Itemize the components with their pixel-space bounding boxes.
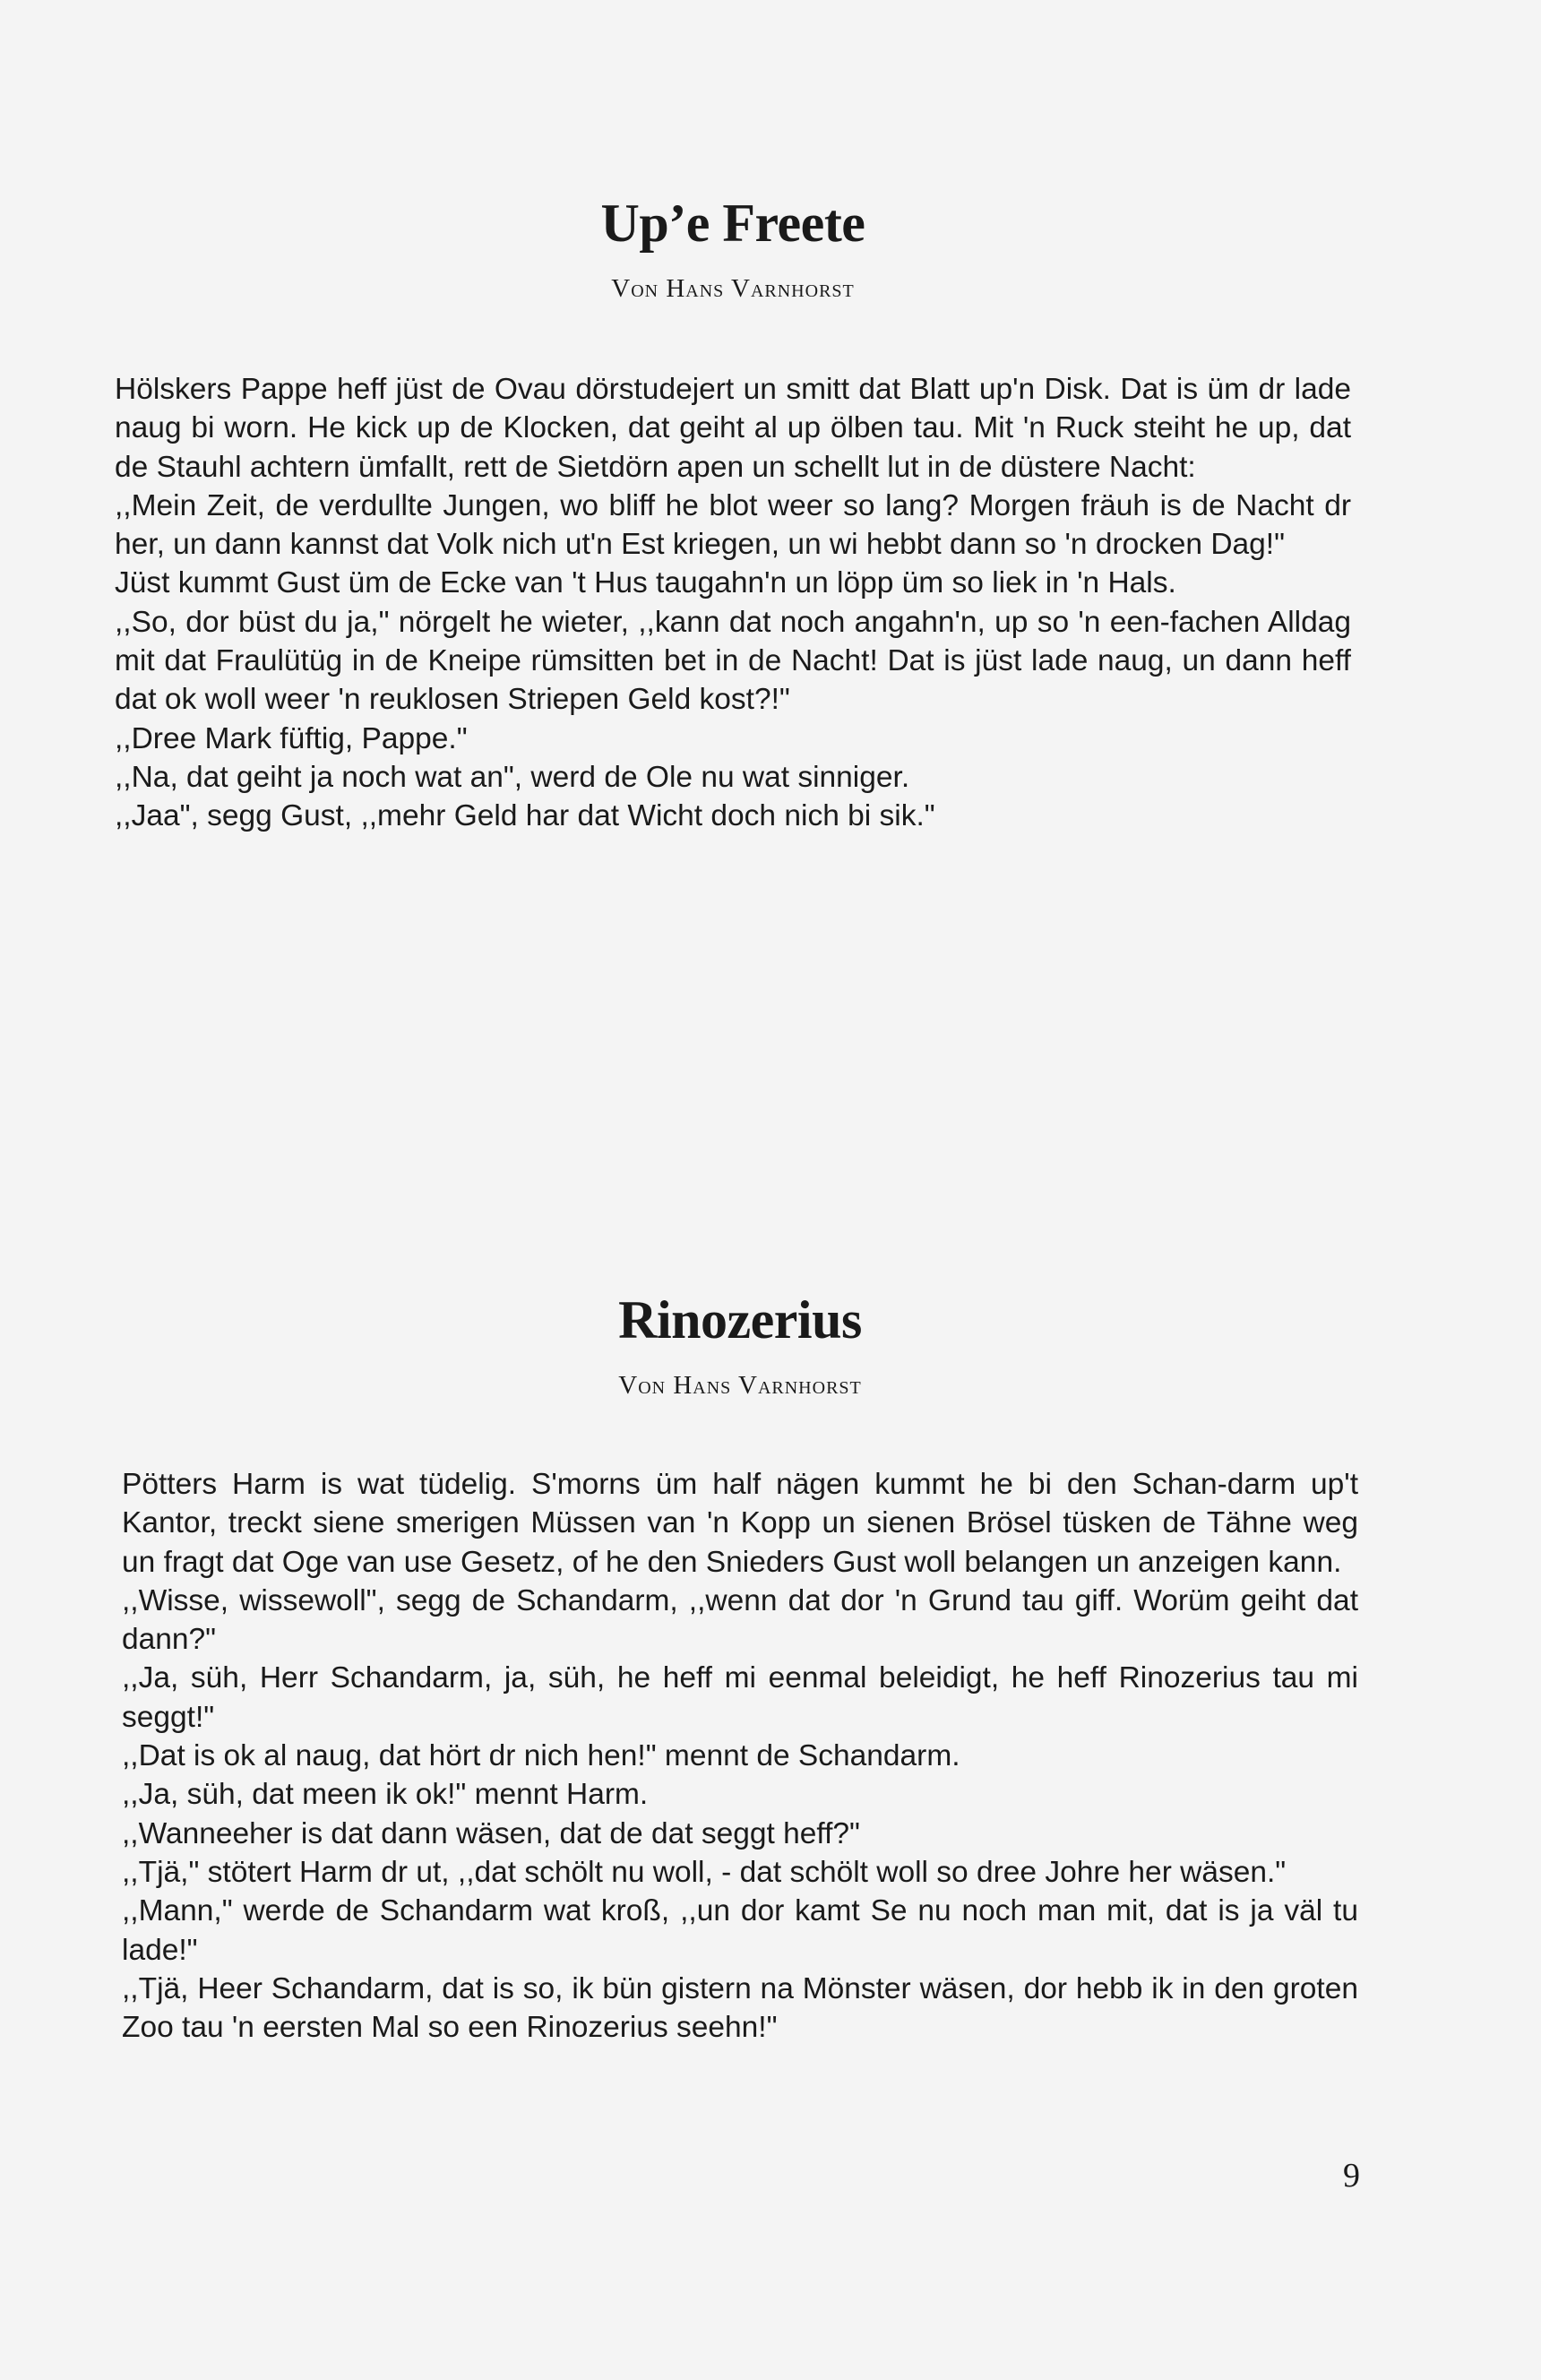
paragraph: ,,So, dor büst du ja," nörgelt he wieter, ,,kann dat noch angahn'n, up so 'n een-fachen Alldag mit dat Fraulütüg in de Kneipe rümsitten bet in de Nacht! Dat is jüst lade naug, un dann heff dat ok woll weer 'n reuklosen Striepen Geld kost?!" bbox=[115, 605, 1351, 717]
page-number: 9 bbox=[1343, 2157, 1360, 2195]
story-rinozerius bbox=[122, 1290, 1358, 2047]
paragraph: ,,Tjä, Heer Schandarm, dat is so, ik bün gistern na Mönster wäsen, dor hebb ik in den groten Zoo tau 'n eersten Mal so een Rinozerius seehn!" bbox=[122, 1971, 1358, 2045]
paragraph: ,,Ja, süh, Herr Schandarm, ja, süh, he heff mi eenmal beleidigt, he heff Rinozerius tau mi seggt!" bbox=[122, 1661, 1358, 1734]
paragraph: ,,Dat is ok al naug, dat hört dr nich hen!" mennt de Schandarm. bbox=[122, 1739, 960, 1773]
paragraph: ,,Wisse, wissewoll", segg de Schandarm, ,,wenn dat dor 'n Grund tau giff. Worüm geiht dat dann?" bbox=[122, 1583, 1358, 1657]
paragraph: ,,Ja, süh, dat meen ik ok!" mennt Harm. bbox=[122, 1778, 649, 1812]
story-body bbox=[115, 370, 1351, 836]
paragraph: ,,Mein Zeit, de verdullte Jungen, wo bliff he blot weer so lang? Morgen fräuh is de Nacht dr her, un dann kannst dat Volk nich ut'n Est kriegen, un wi hebbt dann so 'n drocken Dag!" bbox=[115, 488, 1351, 562]
paragraph: Pötters Harm is wat tüdelig. S'morns üm half nägen kummt he bi den Schan-darm up't Kantor, treckt siene smerigen Müssen van 'n Kopp un sienen Brösel tüsken de Tähne weg un fragt dat Oge van use Gesetz, of he den Snieders Gust woll belangen un anzeigen kann. bbox=[122, 1468, 1358, 1579]
paragraph: ,,Na, dat geiht ja noch wat an", werd de Ole nu wat sinniger. bbox=[115, 760, 910, 794]
story-up-e-freete bbox=[115, 194, 1351, 836]
paragraph: ,,Tjä," stötert Harm dr ut, ,,dat schölt nu woll, - dat schölt woll so dree Johre her wäsen." bbox=[122, 1855, 1287, 1889]
story-byline: Von Hans Varnhorst bbox=[611, 274, 855, 303]
paragraph: Hölskers Pappe heff jüst de Ovau dörstudejert un smitt dat Blatt up'n Disk. Dat is üm dr lade naug bi worn. He kick up de Klocken, dat geiht al up ölben tau. Mit 'n Ruck steiht he up, dat de Stauhl achtern ümfallt, rett de Sietdörn apen un schellt lut in de düstere Nacht: bbox=[115, 373, 1351, 484]
paragraph: ,,Mann," werde de Schandarm wat kroß, ,,un dor kamt Se nu noch man mit, dat is ja väl tu lade!" bbox=[122, 1894, 1358, 1967]
story-title: Rinozerius bbox=[618, 1290, 862, 1350]
paragraph: ,,Wanneeher is dat dann wäsen, dat de dat seggt heff?" bbox=[122, 1816, 860, 1850]
paragraph: Jüst kummt Gust üm de Ecke van 't Hus taugahn'n un löpp üm so liek in 'n Hals. bbox=[115, 566, 1176, 600]
story-byline: Von Hans Varnhorst bbox=[618, 1371, 862, 1400]
paragraph: ,,Dree Mark füftig, Pappe." bbox=[115, 721, 468, 755]
story-body bbox=[122, 1465, 1358, 2047]
story-title: Up’e Freete bbox=[600, 194, 865, 253]
paragraph: ,,Jaa", segg Gust, ,,mehr Geld har dat Wicht doch nich bi sik." bbox=[115, 799, 935, 833]
